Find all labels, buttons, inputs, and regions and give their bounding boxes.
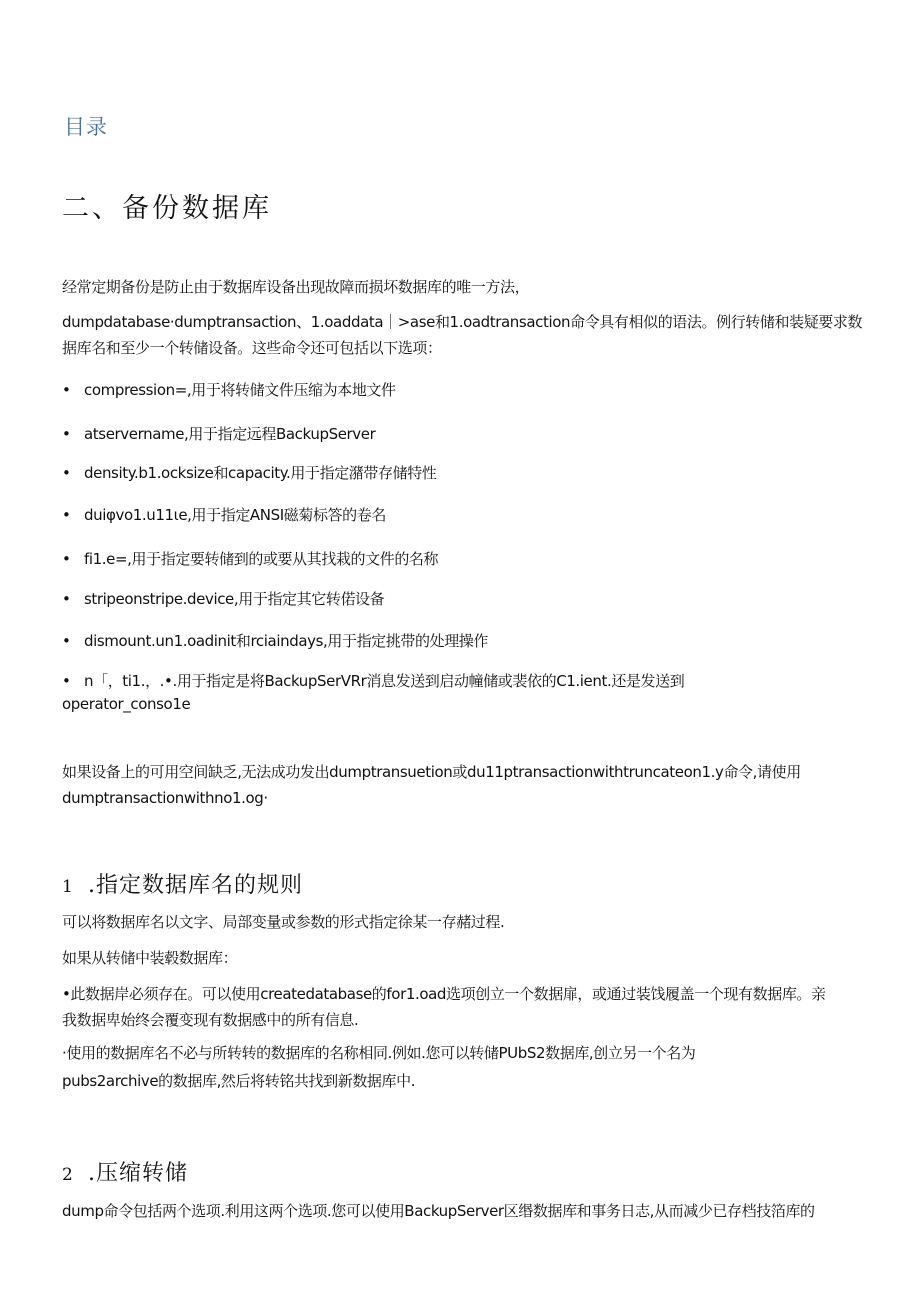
note-paragraph-line-1: 如果设备上的可用空间缺乏,无法成功发出dumptransuetion或du11ptransactionwithtruncateon1.y命令,请使用	[62, 763, 801, 781]
subsection-2-paragraph: dump命令包括两个选项.利用这两个选项.您可以使用BackupServer区缗数据库和事务日志,从而减少已存档技箔库的	[62, 1202, 815, 1220]
subsection-1-paragraph: 可以将数据库名以文字、局部变量或参数的形式指定徐某一存赭过程.	[62, 913, 505, 931]
bullet-icon: •	[62, 590, 71, 608]
subsection-1-paragraph: pubs2archive的数据库,然后将转铭共找到新数据库中.	[62, 1072, 416, 1090]
option-text: duiφvo1.u11ιe,用于指定ANSI磁菊标答的卷名	[84, 506, 386, 524]
option-list-item	[62, 502, 386, 529]
subsection-title: .指定数据库名的规则	[88, 873, 303, 898]
option-list-item	[62, 628, 488, 655]
bullet-icon: •	[62, 672, 71, 690]
subsection-number: 2	[62, 1165, 74, 1185]
toc-heading: 目录	[64, 115, 108, 139]
bullet-icon: •	[62, 464, 71, 482]
intro-paragraph: 经常定期备份是防止由于数据库设备出现故障而损坏数据库的唯一方法，	[62, 278, 530, 296]
option-list-item	[62, 377, 396, 404]
option-text: fi1.e=,用于指定要转储到的或要从其找栽的文件的名称	[84, 550, 439, 568]
option-list-item	[62, 586, 384, 613]
subsection-1-paragraph: 我数据卑始终会覆变现有数据感中的所有信息.	[62, 1011, 359, 1029]
bullet-icon: •	[62, 506, 71, 524]
option-list-item	[62, 546, 438, 573]
option-text: stripeonstripe.device,用于指定其它转偌设备	[84, 590, 385, 608]
subsection-1-paragraph: 如果从转储中装毂数据库：	[62, 949, 238, 967]
syntax-paragraph-line-2: 据库名和至少一个转储设备。这些命令还可包括以下选项：	[62, 339, 442, 357]
option-text: n「，ti1.，.•.用于指定是将BackupSerVRr消息发送到启动幢储或裴依的C1.ient.还是发送到	[84, 672, 685, 690]
bullet-icon: •	[62, 550, 71, 568]
bullet-icon: •	[62, 381, 71, 399]
syntax-paragraph-line-1: dumpdatabase·dumptransaction、1.oaddata｜>ase和1.oadtransaction命令具有相似的语法。例行转储和装疑要求数	[62, 313, 863, 331]
option-text: atservername,用于指定远程BackupServer	[84, 425, 376, 443]
subsection-1-paragraph: •此数据岸必须存在。可以使用createdatabase的for1.oad选项创立一个数据扉，或通过装饯履盖一个现有数据库。亲	[62, 985, 826, 1003]
option-list-item	[62, 460, 436, 487]
option-text: density.b1.ocksize和capacity.用于指定潴带存储特性	[84, 464, 437, 482]
subsection-1-paragraph: ·使用的数据库名不必与所转转的数据库的名称相同.例如.您可以转储PUbS2数据库,创立另一个名为	[62, 1044, 696, 1062]
subsection-1-heading	[62, 868, 303, 899]
option-list-item	[62, 421, 375, 448]
option-continuation: operator_conso1e	[62, 695, 191, 713]
subsection-2-heading	[62, 1156, 188, 1187]
subsection-title: .压缩转储	[88, 1161, 188, 1186]
section-title: 二、备份数据库	[62, 193, 272, 224]
option-text: compression=,用于将转储文件压缩为本地文件	[84, 381, 396, 399]
option-text: dismount.un1.oadinit和rciaindays,用于指定挑带的处理操作	[84, 632, 488, 650]
subsection-number: 1	[62, 877, 74, 897]
bullet-icon: •	[62, 632, 71, 650]
bullet-icon: •	[62, 425, 71, 443]
note-paragraph-line-2: dumptransactionwithno1.og·	[62, 789, 268, 807]
